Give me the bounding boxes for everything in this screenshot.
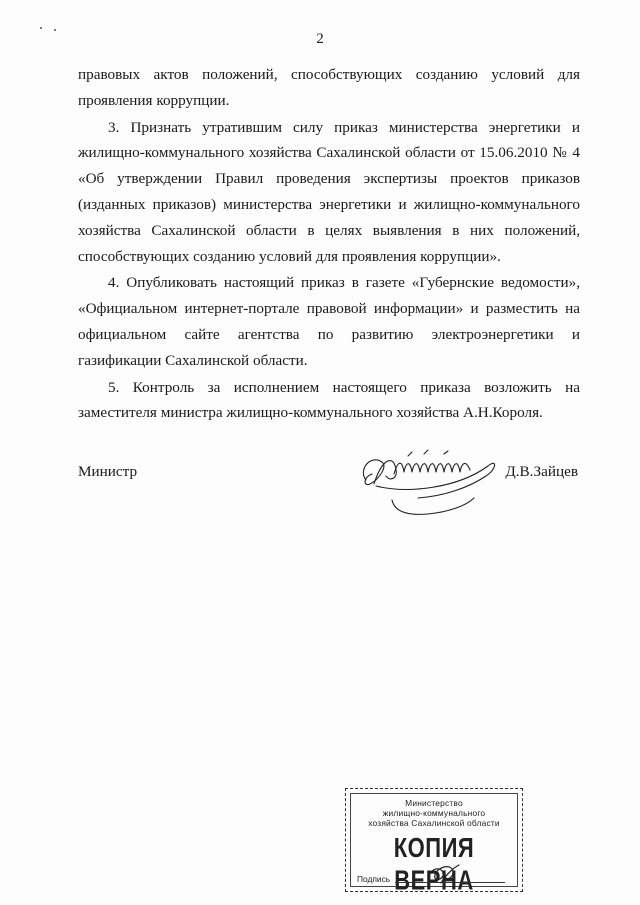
handwritten-signature (348, 440, 508, 520)
stamp-inner-frame (350, 793, 518, 896)
stamp-sign-label: Подпись (357, 874, 391, 884)
stamp-department-line: жилищно-коммунального (382, 808, 486, 818)
document-body (78, 62, 580, 427)
paragraph-item-4: 4. Опубликовать настоящий приказ в газете «Губернские ведомости», «Официальном интернет-портале правовой информации» и разместить на официальном сайте агентства по развитию электроэнергетики и газификации Сахалинской области. (78, 274, 580, 369)
signatory-title: Министр (78, 463, 138, 480)
scan-speck (40, 27, 42, 29)
certified-copy-stamp (345, 788, 523, 896)
stamp-ministry-line: Министерство (405, 798, 463, 808)
paragraph-item-3: 3. Признать утратившим силу приказ министерства энергетики и жилищно-коммунального хозяйства Сахалинской области от 15.06.2010 № 4 «Об утверждении Правил проведения экспертизы проектов приказов (изданных приказов) министерства энергетики и жилищно-коммунального хозяйства Сахалинской области в целях выявления в них положений, способствующих созданию условий для проявления коррупции». (78, 118, 580, 265)
stamp-region-line: хозяйства Сахалинской области (368, 818, 500, 828)
paragraph-item-5: 5. Контроль за исполнением настоящего приказа возложить на заместителя министра жилищно-коммунального хозяйства А.Н.Короля. (78, 378, 580, 422)
stamp-headline: КОПИЯ ВЕРНА (393, 832, 475, 896)
signatory-name: Д.В.Зайцев (505, 463, 578, 480)
page-number: 2 (316, 31, 324, 47)
paragraph-continuation: правовых актов положений, способствующих созданию условий для проявления коррупции. (78, 66, 580, 109)
stamp-initials-scribble (423, 859, 463, 889)
